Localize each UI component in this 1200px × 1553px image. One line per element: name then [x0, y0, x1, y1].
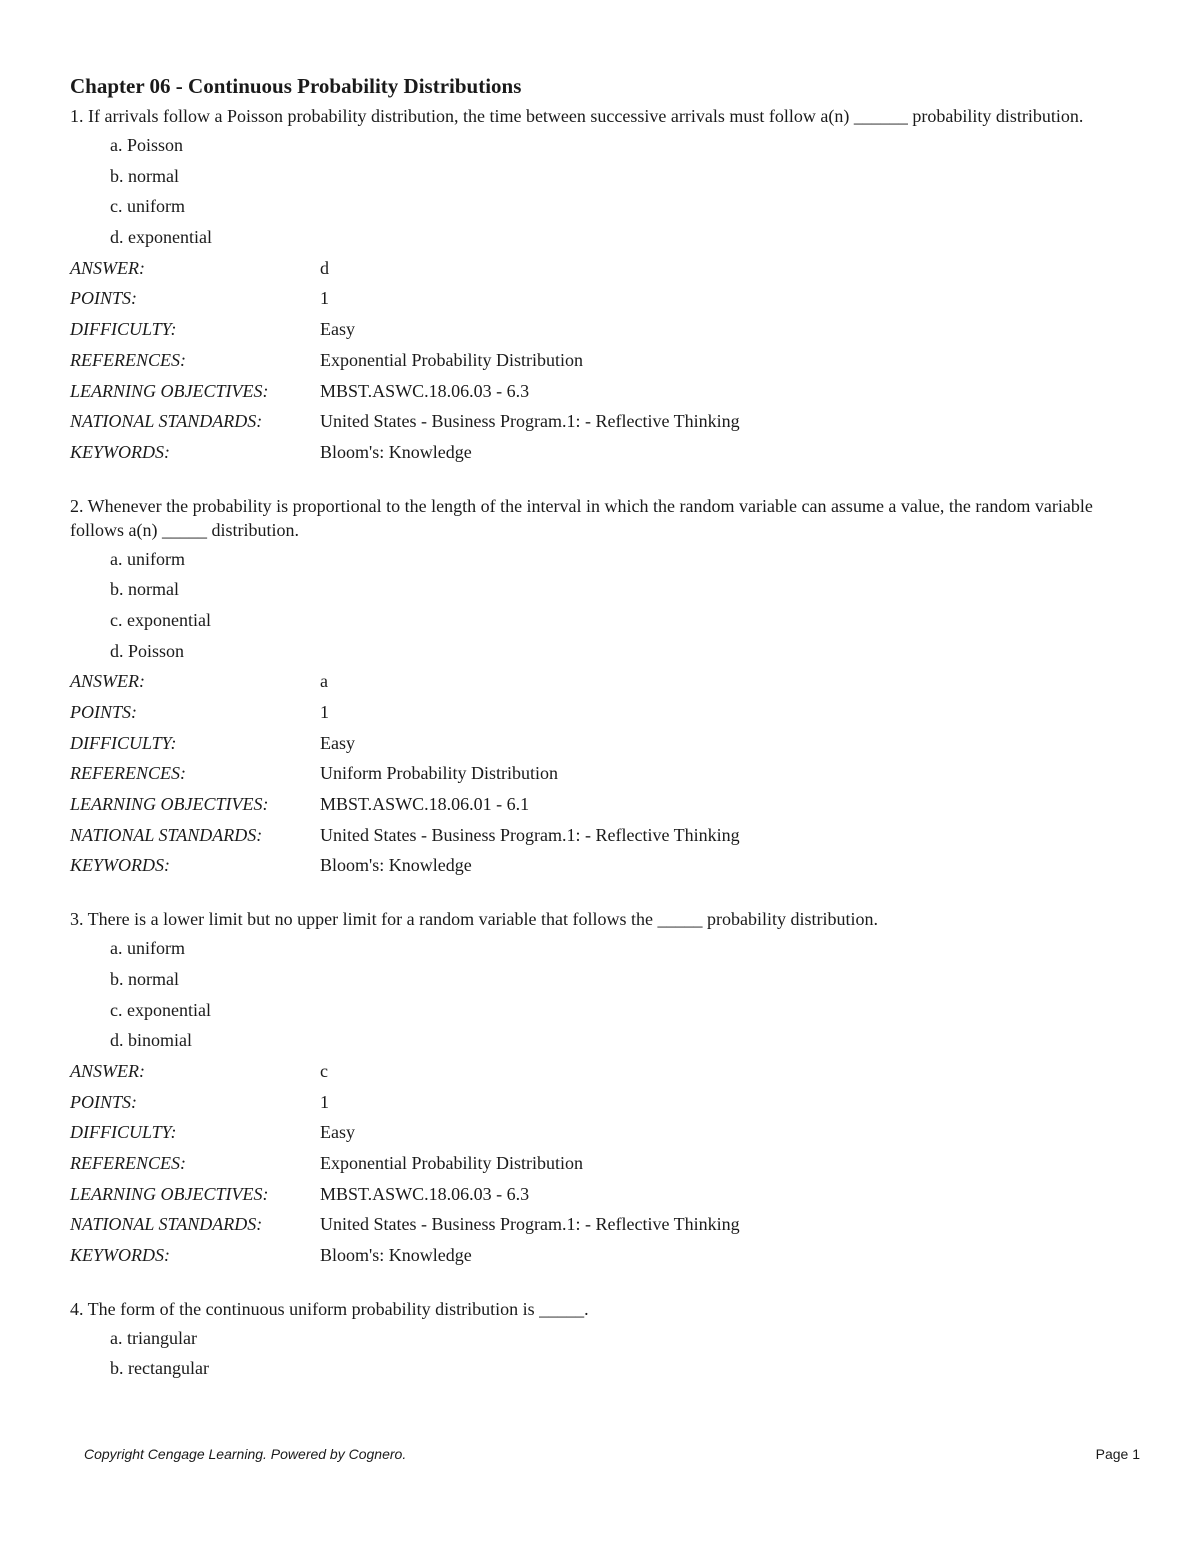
question-text: 2. Whenever the probability is proportional to the length of the interval in which the random variable can assume a value, the random variable follows a(n) _____ distribution.	[70, 495, 1093, 540]
choice-a: a. uniform	[110, 938, 185, 959]
choice-b: b. normal	[110, 579, 179, 600]
page-footer	[84, 1446, 1140, 1466]
keywords-value: Bloom's: Knowledge	[320, 855, 472, 876]
keywords-label: KEYWORDS:	[70, 855, 170, 876]
references-value: Uniform Probability Distribution	[320, 763, 558, 784]
points-value: 1	[320, 702, 329, 722]
references-label: REFERENCES:	[70, 763, 186, 784]
learning-objectives-label: LEARNING OBJECTIVES:	[70, 1183, 269, 1204]
learning-objectives-value: MBST.ASWC.18.06.03 - 6.3	[320, 1183, 530, 1204]
question-spacer	[70, 1271, 1140, 1297]
question-4	[70, 1297, 1140, 1384]
national-standards-label: NATIONAL STANDARDS:	[70, 411, 263, 432]
answer-value: a	[320, 671, 328, 692]
choice-c: c. exponential	[110, 609, 211, 630]
copyright-notice: Copyright Cengage Learning. Powered by Cognero.	[84, 1446, 407, 1462]
learning-objectives-value: MBST.ASWC.18.06.03 - 6.3	[320, 380, 530, 401]
choice-a: a. uniform	[110, 548, 185, 569]
question-1	[70, 104, 1140, 468]
choice-b: b. rectangular	[110, 1358, 209, 1379]
references-label: REFERENCES:	[70, 1152, 186, 1173]
choice-c: c. uniform	[110, 196, 185, 217]
question-metadata	[70, 666, 1140, 881]
page-number: Page 1	[1095, 1446, 1140, 1462]
keywords-value: Bloom's: Knowledge	[320, 441, 472, 462]
question-2	[70, 494, 1140, 882]
question-spacer	[70, 881, 1140, 907]
difficulty-value: Easy	[320, 732, 355, 753]
keywords-label: KEYWORDS:	[70, 1245, 170, 1265]
choice-d: d. binomial	[110, 1030, 192, 1051]
national-standards-label: NATIONAL STANDARDS:	[70, 1214, 263, 1235]
keywords-value: Bloom's: Knowledge	[320, 1245, 472, 1265]
question-metadata	[70, 1056, 1140, 1271]
choice-c: c. exponential	[110, 999, 211, 1020]
choice-list	[70, 544, 1140, 667]
points-label: POINTS:	[70, 1091, 137, 1112]
choice-b: b. normal	[110, 165, 179, 186]
national-standards-value: United States - Business Program.1: - Reflective Thinking	[320, 1214, 740, 1235]
points-label: POINTS:	[70, 702, 137, 722]
difficulty-label: DIFFICULTY:	[70, 1122, 177, 1143]
choice-list	[70, 130, 1140, 253]
choice-list	[70, 1323, 1140, 1384]
answer-label: ANSWER:	[70, 1060, 145, 1081]
question-text: 3. There is a lower limit but no upper limit for a random variable that follows the _____ probability distribution.	[70, 909, 879, 930]
question-spacer	[70, 468, 1140, 494]
learning-objectives-value: MBST.ASWC.18.06.01 - 6.1	[320, 794, 530, 815]
keywords-label: KEYWORDS:	[70, 441, 170, 462]
references-label: REFERENCES:	[70, 349, 186, 370]
answer-value: d	[320, 257, 329, 278]
question-text: 1. If arrivals follow a Poisson probability distribution, the time between successive arrivals must follow a(n) ______ probability distribution.	[70, 106, 1084, 126]
points-label: POINTS:	[70, 288, 137, 309]
page-title: Chapter 06 - Continuous Probability Distributions	[70, 74, 522, 98]
choice-d: d. Poisson	[110, 640, 185, 661]
difficulty-value: Easy	[320, 319, 355, 340]
learning-objectives-label: LEARNING OBJECTIVES:	[70, 380, 269, 401]
question-3	[70, 907, 1140, 1271]
choice-b: b. normal	[110, 968, 179, 989]
choice-a: a. Poisson	[110, 135, 184, 155]
learning-objectives-label: LEARNING OBJECTIVES:	[70, 794, 269, 815]
references-value: Exponential Probability Distribution	[320, 1152, 583, 1173]
points-value: 1	[320, 288, 329, 309]
references-value: Exponential Probability Distribution	[320, 349, 583, 370]
difficulty-label: DIFFICULTY:	[70, 732, 177, 753]
choice-list	[70, 933, 1140, 1056]
question-text: 4. The form of the continuous uniform probability distribution is _____.	[70, 1298, 589, 1319]
difficulty-label: DIFFICULTY:	[70, 319, 177, 340]
question-metadata	[70, 253, 1140, 468]
choice-d: d. exponential	[110, 227, 212, 248]
difficulty-value: Easy	[320, 1122, 355, 1143]
points-value: 1	[320, 1091, 329, 1112]
answer-label: ANSWER:	[70, 257, 145, 278]
national-standards-value: United States - Business Program.1: - Reflective Thinking	[320, 824, 740, 845]
answer-label: ANSWER:	[70, 671, 145, 692]
choice-a: a. triangular	[110, 1327, 197, 1348]
document-page	[70, 72, 1140, 1384]
answer-value: c	[320, 1060, 328, 1081]
national-standards-value: United States - Business Program.1: - Reflective Thinking	[320, 411, 740, 432]
national-standards-label: NATIONAL STANDARDS:	[70, 824, 263, 845]
